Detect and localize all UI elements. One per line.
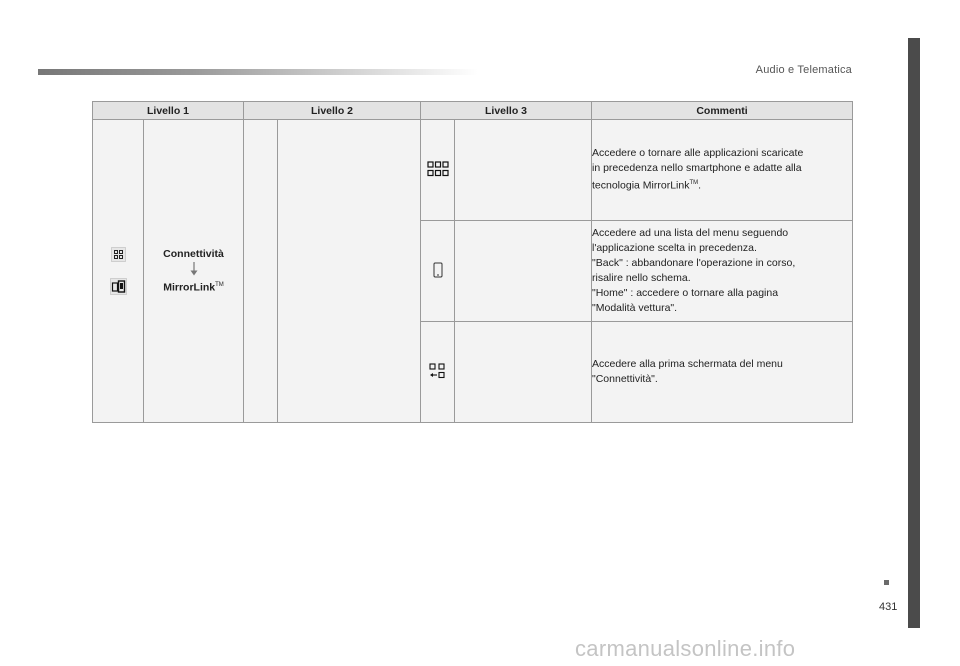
level3-icon-cell (421, 120, 455, 221)
level1-icons-cell (93, 120, 144, 423)
header-decorative-bar (38, 69, 478, 75)
level1-label-cell (144, 120, 244, 423)
comment-line: "Modalità vettura". (592, 302, 678, 314)
comment-line: Accedere o tornare alle applicazioni scaricate (592, 147, 804, 160)
comment-cell (592, 221, 853, 322)
mirrorlink-phone-icon (110, 278, 127, 295)
comment-line: Accedere ad una lista del menu seguendo (592, 227, 789, 239)
comment-cell (592, 120, 853, 221)
comment-line: "Home" : accedere o tornare alla pagina (592, 287, 779, 299)
comment-line: risalire nello schema. (592, 272, 691, 284)
level3-label-cell (455, 120, 592, 221)
mirrorlink-label: MirrorLink (163, 281, 216, 294)
comment-cell (592, 322, 853, 423)
applications-grid-icon (427, 168, 449, 180)
comment-line: l'applicazione scelta in precedenza. (592, 242, 757, 254)
column-header-commenti: Commenti (592, 102, 853, 120)
comment-line: in precedenza nello smartphone e adatte alla (592, 162, 802, 175)
level3-label-cell (455, 322, 592, 423)
column-header-livello-1: Livello 1 (93, 102, 244, 120)
level3-label-cell (455, 221, 592, 322)
mirrorlink-trademark: TM (215, 282, 224, 289)
column-header-livello-2: Livello 2 (244, 102, 421, 120)
menu-table (92, 101, 853, 423)
level2-icon-cell (244, 120, 278, 423)
level2-label-cell (278, 120, 421, 423)
comment-line: "Back" : abbandonare l'operazione in corso, (592, 257, 796, 269)
table-row (93, 120, 853, 221)
page-number: 431 (879, 601, 898, 613)
comment-line: Accedere alla prima schermata del menu (592, 358, 783, 370)
page-marker (884, 580, 889, 585)
apps-grid-icon (111, 247, 126, 262)
smartphone-icon (433, 269, 443, 281)
level3-icon-cell (421, 221, 455, 322)
connectivity-label: Connettività (163, 248, 224, 261)
comment-line-with-trademark: tecnologia MirrorLink™. (592, 179, 702, 192)
return-connectivity-icon (429, 370, 447, 382)
chapter-side-tab (908, 38, 920, 628)
arrow-down-icon (190, 262, 198, 276)
section-title: Audio e Telematica (755, 64, 852, 76)
table-header-row (93, 102, 853, 120)
watermark: carmanualsonline.info (575, 636, 796, 661)
comment-line: "Connettività". (592, 373, 658, 385)
comment-trademark: TM (689, 180, 699, 187)
level3-icon-cell (421, 322, 455, 423)
column-header-livello-3: Livello 3 (421, 102, 592, 120)
